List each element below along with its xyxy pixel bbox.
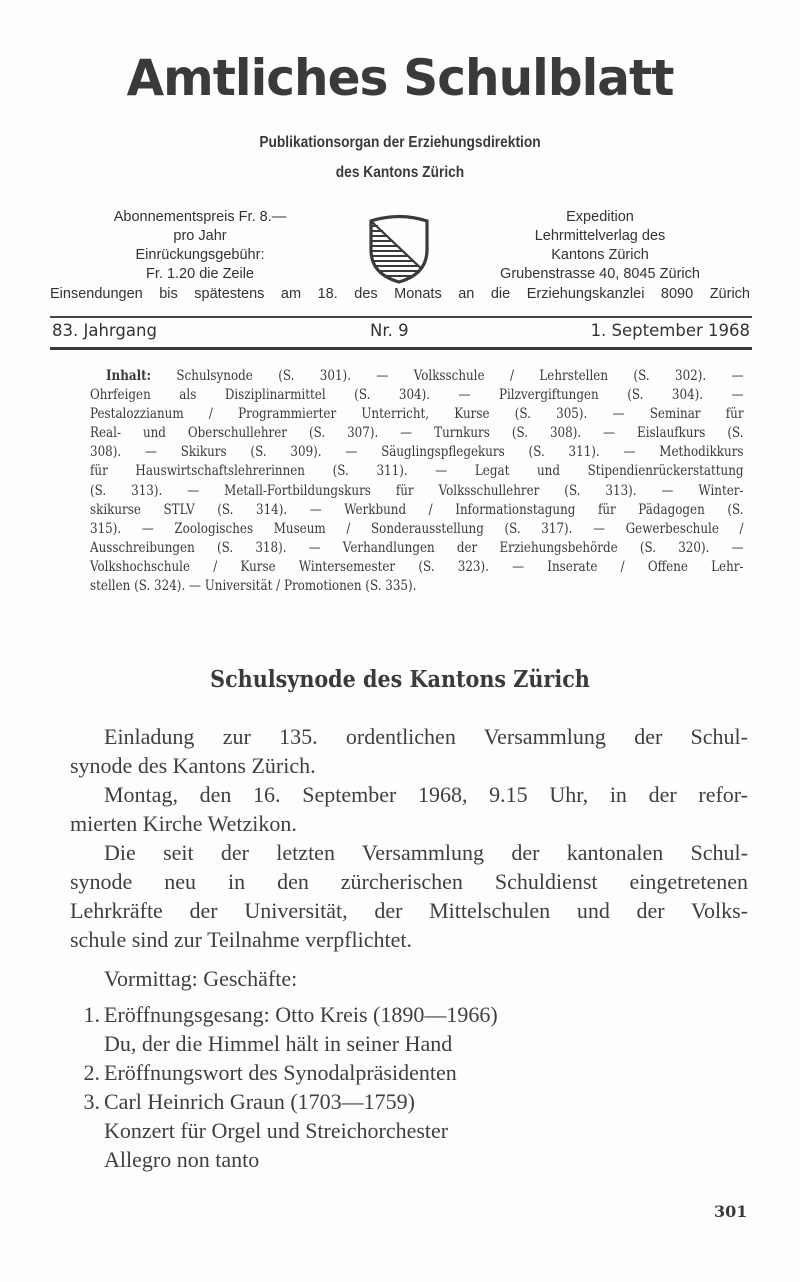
toc-line: für Hauswirtschaftslehrerinnen (S. 311). — Legat und Stipendienrückerstattung [90,463,744,480]
agenda-item [70,1058,630,1087]
agenda-item-text: Eröffnungsgesang: Otto Kreis (1890—1966) [104,1002,498,1027]
agenda-item-text: Eröffnungswort des Synodalpräsidenten [104,1060,457,1085]
divider-top [50,316,752,318]
agenda-item-text: Konzert für Orgel und Streichorchester [104,1118,449,1143]
agenda-item-number: 2. [83,1060,100,1085]
divider-bottom [50,347,752,350]
expedition-line: Kantons Zürich [551,247,649,263]
toc-line: Pestalozzianum / Programmierter Unterricht, Kurse (S. 305). — Seminar für [90,406,744,423]
agenda-item-number: 3. [83,1089,100,1114]
expedition-line: Grubenstrasse 40, 8045 Zürich [500,266,700,282]
page-number: 301 [714,1202,748,1221]
subscription-line: Abonnementspreis Fr. 8.— [113,209,287,225]
paragraph-line: Lehrkräfte der Universität, der Mittelschulen und der Volks- [70,898,748,923]
agenda-item [70,1087,630,1116]
subscription-info [60,208,340,284]
expedition-line: Lehrmittelverlag des [534,228,666,244]
toc-label: Inhalt: [105,368,152,384]
paragraph-line: mierten Kirche Wetzikon. [70,811,297,836]
paragraph-line: synode neu in den zürcherischen Schuldienst eingetretenen [70,869,748,894]
issue-volume: 83. Jahrgang [52,321,157,340]
zurich-coat-of-arms-icon [366,212,432,284]
agenda-item-text: Du, der die Himmel hält in seiner Hand [104,1031,453,1056]
expedition-info [460,208,740,284]
subscription-line: Fr. 1.20 die Zeile [146,266,254,282]
toc-line: Ohrfeigen als Disziplinarmittel (S. 304). — Pilzvergiftungen (S. 304). — [90,387,744,404]
toc-line: 308). — Skikurs (S. 309). — Säuglingspflegekurs (S. 311). — Methodikkurs [90,444,744,461]
subscription-line: pro Jahr [173,228,227,244]
toc-line [90,367,744,386]
article-body [70,722,748,954]
agenda-item [70,1000,630,1029]
agenda-item-number: 1. [83,1002,100,1027]
subscription-line: Einrückungsgebühr: [135,247,265,263]
toc-line: skikurse STLV (S. 314). — Werkbund / Informationstagung für Pädagogen (S. [90,501,744,518]
agenda-item-continuation [70,1116,630,1145]
agenda-heading: Vormittag: Geschäfte: [104,966,298,991]
agenda-item-continuation [70,1145,630,1174]
paragraph-line: Montag, den 16. September 1968, 9.15 Uhr, in der refor- [104,782,748,807]
toc-line: stellen (S. 324). — Universität / Promotionen (S. 335). [90,578,417,595]
toc-line: Ausschreibungen (S. 318). — Verhandlungen der Erziehungsbehörde (S. 320). — [90,539,744,556]
paragraph-line: synode des Kantons Zürich. [70,753,316,778]
toc-line: 315). — Zoologisches Museum / Sonderausstellung (S. 317). — Gewerbeschule / [90,520,744,537]
agenda [70,964,630,1174]
article-heading: Schulsynode des Kantons Zürich [210,666,590,693]
issue-date: 1. September 1968 [590,321,750,340]
toc-line: Real- und Oberschullehrer (S. 307). — Turnkurs (S. 308). — Eislaufkurs (S. [90,425,744,442]
agenda-heading-row [70,964,630,993]
submission-deadline-notice: Einsendungen bis spätestens am 18. des Monats an die Erziehungskanzlei 8090 Zürich [50,286,750,302]
issue-number: Nr. 9 [370,321,409,340]
toc-line: (S. 313). — Metall-Fortbildungskurs für Volksschullehrer (S. 313). — Winter- [90,482,744,499]
toc-line-text: Schulsynode (S. 301). — Volksschule / Lehrstellen (S. 302). — [176,368,744,384]
masthead-title: Amtliches Schulblatt [126,49,674,107]
table-of-contents [90,367,744,596]
paragraph-line: Einladung zur 135. ordentlichen Versammlung der Schul- [104,724,748,749]
agenda-item-text: Allegro non tanto [104,1147,260,1172]
issue-bar [52,319,750,345]
toc-line: Volkshochschule / Kurse Wintersemester (S. 323). — Inserate / Offene Lehr- [90,558,744,575]
paragraph-line: schule sind zur Teilnahme verpflichtet. [70,927,412,952]
masthead-subtitle-canton: des Kantons Zürich [335,164,465,181]
masthead-subtitle: Publikationsorgan der Erziehungsdirektion [259,134,541,151]
expedition-line: Expedition [566,209,634,225]
agenda-item-continuation [70,1029,630,1058]
agenda-item-text: Carl Heinrich Graun (1703—1759) [104,1089,415,1114]
paragraph-line: Die seit der letzten Versammlung der kantonalen Schul- [104,840,748,865]
